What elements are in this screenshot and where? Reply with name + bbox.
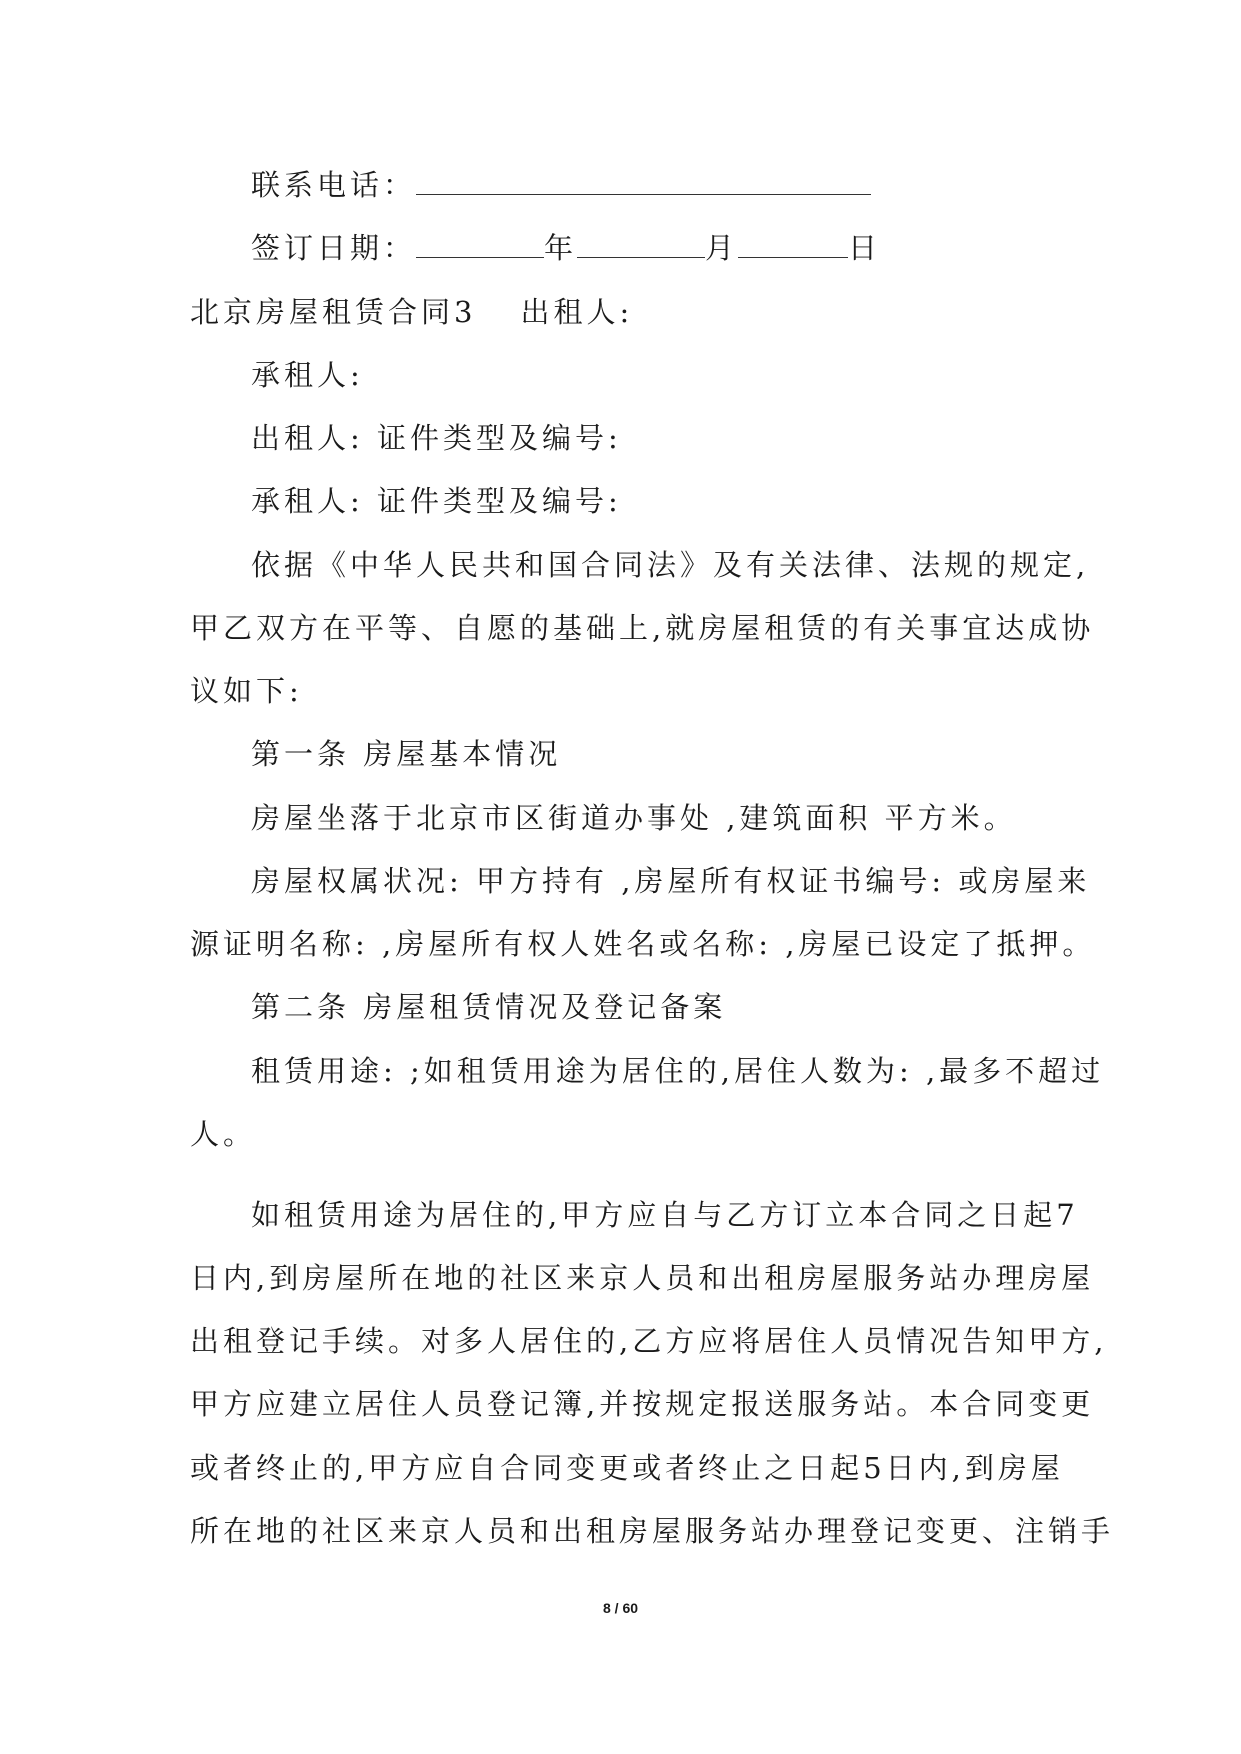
day-label: 日 xyxy=(848,231,882,265)
paragraph-line: 房屋权属状况: 甲方持有 ,房屋所有权证书编号: 或房屋来 xyxy=(251,864,1091,898)
day-blank xyxy=(738,231,848,258)
section-heading: 第二条 房屋租赁情况及登记备案 xyxy=(251,990,727,1024)
section-heading: 第一条 房屋基本情况 xyxy=(251,737,562,771)
paragraph-line: 出租人: 证件类型及编号: xyxy=(251,421,622,455)
lessor-label: 出租人: xyxy=(520,295,634,329)
paragraph-line: 依据《中华人民共和国合同法》及有关法律、法规的规定, xyxy=(251,548,1090,582)
month-label: 月 xyxy=(705,231,739,265)
year-label: 年 xyxy=(544,231,578,265)
paragraph-line: 出租登记手续。对多人居住的,乙方应将居住人员情况告知甲方, xyxy=(190,1324,1108,1358)
paragraph-line: 承租人: 证件类型及编号: xyxy=(251,484,622,518)
paragraph-line: 租赁用途: ;如租赁用途为居住的,居住人数为: ,最多不超过 xyxy=(251,1054,1105,1088)
sign-date-line xyxy=(251,228,881,268)
paragraph-line: 承租人: xyxy=(251,358,364,392)
contract-title: 北京房屋租赁合同3 xyxy=(190,295,477,329)
paragraph-line: 所在地的社区来京人员和出租房屋服务站办理登记变更、注销手 xyxy=(190,1514,1115,1548)
sign-date-label: 签订日期： xyxy=(251,231,417,265)
paragraph-line: 如租赁用途为居住的,甲方应自与乙方订立本合同之日起7 xyxy=(251,1198,1079,1232)
paragraph-line: 日内,到房屋所在地的社区来京人员和出租房屋服务站办理房屋 xyxy=(190,1261,1095,1295)
contact-blank xyxy=(416,168,871,195)
paragraph-line: 甲乙双方在平等、自愿的基础上,就房屋租赁的有关事宜达成协 xyxy=(190,611,1095,645)
month-blank xyxy=(577,231,705,258)
contact-label: 联系电话： xyxy=(251,168,417,202)
paragraph-line: 源证明名称: ,房屋所有权人姓名或名称: ,房屋已设定了抵押。 xyxy=(190,927,1096,961)
paragraph-line: 或者终止的,甲方应自合同变更或者终止之日起5日内,到房屋 xyxy=(190,1451,1064,1485)
contact-line xyxy=(251,165,871,205)
paragraph-line: 人。 xyxy=(190,1117,257,1151)
contract-title-line xyxy=(190,292,633,332)
paragraph-line: 甲方应建立居住人员登记簿,并按规定报送服务站。本合同变更 xyxy=(190,1387,1095,1421)
page-number: 8 / 60 xyxy=(602,1600,639,1616)
paragraph-line: 房屋坐落于北京市区街道办事处 ,建筑面积 平方米。 xyxy=(251,801,1017,835)
year-blank xyxy=(416,231,544,258)
paragraph-line: 议如下: xyxy=(190,674,303,708)
